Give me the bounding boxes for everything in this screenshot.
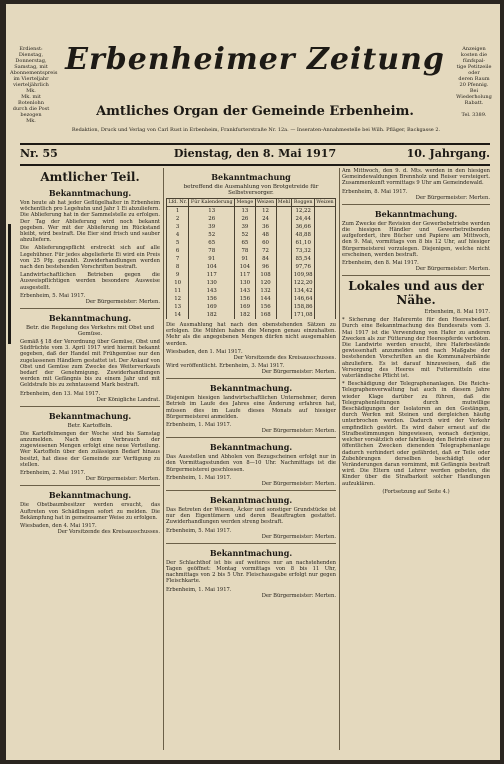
- table-cell: [314, 215, 335, 223]
- table-row: [167, 207, 336, 216]
- table-cell: 24: [255, 215, 276, 223]
- table-cell: 65: [235, 239, 255, 247]
- divider: [342, 204, 490, 205]
- divider: [166, 437, 336, 438]
- divider: [166, 378, 336, 379]
- article-text: Der Schlachthof ist bis auf weiteres nur an nachstehenden Tagen geöffnet: Montag vormittags von 8 bis 11 Uhr, nachmittags von 2 bis 5 Uhr. Fleischausgabe erfolgt nur gegen Fleischkarte.: [166, 559, 336, 585]
- section-title: Lokales und aus der Nähe.: [348, 279, 484, 308]
- table-row: [167, 271, 336, 279]
- table-cell: 134,42: [293, 288, 313, 294]
- section-title: Amtlicher Teil.: [40, 170, 140, 184]
- side-text: Abonnementspreis: [10, 70, 58, 76]
- table-cell: 36,66: [292, 223, 315, 231]
- table-cell: [314, 303, 335, 311]
- table-cell: 36: [255, 223, 276, 231]
- article-signature: Der Bürgermeister: Merten.: [85, 476, 160, 483]
- table-cell: 8: [167, 263, 189, 271]
- article-date: Erbenheim, 5. Mai 1917.: [166, 527, 232, 534]
- table-cell: 26: [235, 215, 255, 223]
- table-cell: [276, 263, 292, 271]
- article-signature: Der Bürgermeister: Merten.: [415, 266, 490, 273]
- table-subheading: betreffend die Ausmahlung von Brotgetreide für Selbstversorger.: [183, 184, 319, 196]
- side-text: bezogen: [20, 112, 42, 118]
- divider: [20, 406, 160, 407]
- article-date: Wiesbaden, den 4. Mai 1917.: [20, 522, 97, 529]
- table-cell: 182: [189, 311, 235, 319]
- divider: [166, 490, 336, 491]
- article-subheading: Betr. Kartoffeln.: [67, 422, 113, 429]
- article-heading: Bekanntmachung.: [209, 383, 293, 394]
- table-cell: 26: [189, 215, 235, 223]
- side-text: tige Petitzeile oder: [456, 64, 492, 76]
- table-cell: 91: [189, 255, 235, 263]
- table-note: Die Ausmahlung hat nach den obenstehenden Sätzen zu erfolgen. Die Mühlen haben die Mengen genau einzuhalten. Mehr als die angegebenen Mengen dürfen nicht ausgemahlen werden.: [166, 322, 336, 347]
- table-cell: 13: [167, 303, 189, 311]
- table-cell: 78: [189, 247, 235, 255]
- imprint: Redaktion, Druck und Verlag von Carl Rust in Erbenheim, Frankfurterstraße Nr. 12a. — Inseraten-Annahmestelle bei Wilh. Pfläger, Backgasse 2.: [71, 127, 441, 133]
- column-official: [20, 168, 160, 750]
- table-row: [167, 287, 336, 295]
- article-signature: Der Bürgermeister: Merten.: [415, 194, 490, 201]
- milling-table: [166, 198, 336, 319]
- table-cell: 7: [167, 255, 189, 263]
- table-cell: 169: [235, 303, 255, 311]
- table-cell: 4: [167, 231, 189, 239]
- divider: [20, 308, 160, 309]
- table-cell: 130: [189, 279, 235, 287]
- table-cell: 9: [167, 271, 189, 279]
- table-cell: 12: [255, 207, 276, 216]
- side-text: Mk.: [26, 88, 36, 94]
- table-cell: 52: [189, 231, 235, 239]
- side-text: vierteljährlich: [13, 82, 49, 88]
- article-date: Erbenheim, 8. Mai 1917.: [342, 188, 408, 195]
- side-text: kosten die fünfspal-: [460, 52, 488, 64]
- article-heading: Bekanntmachung.: [48, 188, 132, 198]
- article-text: * Beschädigung der Telegraphenanlagen. Die Reichs-Telegraphenverwaltung hat auch in diesem Jahre wieder Klage darüber zu führen, daß die Telegraphenleitungen durch mutwillige Beschädigungen der Isolatoren an den Gestängen, durch Werfen mit Steinen und dergleichen häufig unterbrochen werden. Dadurch wird der Verkehr empfindlich gestört. Es wird daher erneut auf die Strafbestimmungen hingewiesen, wonach derjenige, welcher vorsätzlich oder fahrlässig den Betrieb einer zu öffentlichen Zwecken dienenden Telegraphenanlage dadurch verhindert oder gefährdet, daß er Teile oder Zubehörungen derselben beschädigt oder Veränderungen daran vornimmt, mit Gefängnis bestraft wird. Die Eltern und Lehrer werden gebeten, die Kinder über die Strafbarkeit solcher Handlungen aufzuklären.: [342, 381, 490, 487]
- table-cell: 169: [189, 303, 235, 311]
- table-cell: [314, 271, 335, 279]
- table-cell: [314, 231, 335, 239]
- side-text: Samstag, mit: [14, 64, 48, 70]
- table-cell: 78: [235, 247, 255, 255]
- table-cell: 84: [255, 255, 276, 263]
- table-cell: 168: [255, 311, 276, 319]
- article-date: Erbenheim, 1. Mai 1917.: [166, 474, 232, 481]
- table-row: [167, 239, 336, 247]
- side-text: Erdienst:: [19, 46, 43, 52]
- table-cell: 48: [255, 231, 276, 239]
- column-divider: [163, 168, 164, 750]
- table-cell: [314, 279, 335, 287]
- table-row: [167, 311, 336, 319]
- table-cell: [276, 295, 292, 303]
- article-signature: Der Vorsitzende des Kreisausschusses.: [57, 529, 160, 536]
- table-cell: 104: [235, 263, 255, 271]
- article-date: Erbenheim, 1. Mai 1917.: [166, 586, 232, 593]
- table-header-cell: Weizen: [316, 200, 334, 205]
- article-text: Das Betreten der Wiesen, Äcker und sonstiger Grundstücke ist nur den Eigentümern und deren Beauftragten gestattet. Zuwiderhandlungen werden streng bestraft.: [166, 507, 336, 526]
- binding-strip: [8, 224, 11, 344]
- article-text: Die Kartoffelmengen der Woche sind bis Samstag anzumelden. Nach dem Verbrauch der zugewiesenen Mengen erfolgt eine neue Verteilung. Wer Kartoffeln über den zulässigen Bedarf hinaus besitzt, hat diese der Gemeinde zur Verfügung zu stellen.: [20, 430, 160, 468]
- article-signature: Der Bürgermeister: Merten.: [261, 533, 336, 540]
- table-cell: 65: [189, 239, 235, 247]
- table-cell: 97,76: [292, 263, 315, 271]
- table-row: [167, 255, 336, 263]
- divider: [20, 164, 490, 166]
- table-row: [167, 231, 336, 239]
- table-cell: 13: [235, 207, 255, 216]
- article-date: Erbenheim, den 8. Mai 1917.: [342, 260, 419, 267]
- table-cell: [314, 287, 335, 295]
- table-cell: [314, 247, 335, 255]
- side-text: Dienstag, Donnerstag,: [15, 52, 47, 64]
- table-cell: [276, 223, 292, 231]
- table-cell: 12: [167, 295, 189, 303]
- article-signature: Der Bürgermeister: Merten.: [261, 428, 336, 435]
- table-cell: 109,98: [293, 272, 313, 278]
- divider: [20, 485, 160, 486]
- table-header-cell: Weizen: [256, 200, 275, 205]
- table-cell: [276, 207, 292, 216]
- table-cell: [276, 311, 292, 319]
- table-cell: [276, 215, 292, 223]
- table-cell: [314, 207, 335, 216]
- table-cell: 39: [235, 223, 255, 231]
- table-cell: 117: [235, 271, 255, 279]
- article-text: Das Ausstellen und Abholen von Bezugscheinen erfolgt nur in den Vormittagsstunden von 8—10 Uhr. Nachmittags ist die Bürgermeisterei geschlossen.: [166, 454, 336, 473]
- divider: [342, 275, 490, 276]
- table-cell: 156: [235, 295, 255, 303]
- table-cell: 39: [189, 223, 235, 231]
- article-text: Die Obstbaumbesitzer werden ersucht, das Auftreten von Schädlingen sofort zu melden. Die Bekämpfung hat in gemeinsamer Weise zu erfolgen.: [20, 502, 160, 521]
- dateline: [20, 145, 490, 163]
- table-header-cell: Für Kalenderung: [189, 199, 235, 207]
- table-cell: 132: [255, 287, 276, 295]
- table-cell: 96: [255, 263, 276, 271]
- table-cell: 61,10: [292, 239, 315, 247]
- table-cell: [276, 255, 292, 263]
- table-cell: 104: [189, 263, 235, 271]
- article-text: * Sicherung der Haferernte für den Heeresbedarf. Durch eine Bekanntmachung des Bundesrats vom 3. Mai 1917 ist die Verwendung von Hafer zu anderen Zwecken als zur Fütterung der Heerespferde verboten. Die Landwirte werden ersucht, ihre Haferbestände gewissenhaft anzumelden und nach Maßgabe der bestehenden Vorschriften an die Kommunalverbände abzuliefern. Es ist darauf hinzuweisen, daß die Versorgung des Heeres mit Futtermitteln eine vaterländische Pflicht ist.: [342, 317, 490, 380]
- article-subheading: Betr. die Regelung des Verkehrs mit Obst und Gemüse.: [26, 325, 154, 338]
- article-date: Wiesbaden, den 1. Mai 1917.: [166, 348, 243, 355]
- table-cell: 120: [255, 279, 276, 287]
- article-signature: Der Bürgermeister: Merten.: [261, 592, 336, 599]
- article-text: Diejenigen hiesigen landwirtschaftlichen Unternehmer, deren Betrieb im Laufe des Jahres eine Änderung erfahren hat, müssen dies im Laufe dieses Monats auf hiesiger Bürgermeisterei anmelden.: [166, 395, 336, 420]
- table-cell: 171,08: [293, 312, 313, 318]
- side-text: 20 Pfennig.: [459, 82, 489, 88]
- table-cell: 130: [235, 279, 255, 287]
- article-date: Erbenheim, 2. Mai 1917.: [20, 470, 86, 477]
- issue-number: Nr. 55: [20, 147, 58, 160]
- table-header-cell: Roggen: [293, 200, 313, 205]
- table-cell: 85,54: [292, 255, 315, 263]
- article-date: Erbenheim, 5. Mai 1917.: [20, 292, 86, 299]
- section-date: Erbenheim, 8. Mai 1917.: [424, 309, 490, 316]
- table-row: [167, 303, 336, 311]
- article-signature: Der Bürgermeister: Merten.: [261, 481, 336, 488]
- table-row: [167, 279, 336, 287]
- table-cell: 108: [255, 271, 276, 279]
- table-cell: 146,64: [293, 296, 313, 302]
- table-cell: [276, 303, 292, 311]
- table-row: [167, 223, 336, 231]
- table-cell: 10: [167, 279, 189, 287]
- side-text: Tel. 3389.: [461, 112, 487, 118]
- table-cell: 73,32: [292, 247, 315, 255]
- table-cell: 156: [255, 303, 276, 311]
- table-cell: [314, 255, 335, 263]
- table-cell: 122,20: [293, 280, 313, 286]
- table-row: [167, 295, 336, 303]
- side-text: Bei Wiederholung: [456, 88, 492, 100]
- table-cell: 158,86: [293, 304, 313, 310]
- article-heading: Bekanntmachung.: [374, 208, 458, 219]
- table-cell: 2: [167, 215, 189, 223]
- volume: 10. Jahrgang.: [406, 147, 490, 160]
- article-date: Wird veröffentlicht. Erbenheim, 3. Mai 1917.: [166, 363, 285, 370]
- table-cell: [276, 279, 292, 287]
- article-text: Landwirtschaftlichen Betrieben gegen die Ausweispflichtigen werden besondere Ausweise ausgestellt.: [20, 272, 160, 291]
- article-text: Die Ablieferungspflicht erstreckt sich auf alle Legehühner. Für jedes abgelieferte Ei wird ein Preis von 25 Pfg. gezahlt. Zuwiderhandlungen werden nach den bestehenden Vorschriften bestraft.: [20, 245, 160, 271]
- column-divider: [339, 168, 340, 750]
- table-cell: [314, 239, 335, 247]
- article-heading: Bekanntmachung.: [209, 442, 293, 453]
- side-text: Anzeigen: [462, 46, 486, 52]
- table-cell: [314, 223, 335, 231]
- table-cell: 48,88: [292, 231, 315, 239]
- article-signature: Der Vorsitzende des Kreisausschusses.: [233, 355, 336, 362]
- newspaper-page: [6, 4, 500, 760]
- article-heading: Bekanntmachung.: [48, 410, 132, 421]
- table-cell: 12,22: [292, 207, 315, 216]
- table-cell: [276, 247, 292, 255]
- table-cell: [276, 271, 292, 279]
- table-cell: 3: [167, 223, 189, 231]
- issue-date: Dienstag, den 8. Mai 1917: [173, 147, 337, 160]
- table-cell: 91: [235, 255, 255, 263]
- divider: [166, 543, 336, 544]
- table-cell: 143: [189, 287, 235, 295]
- table-cell: 24,44: [292, 215, 315, 223]
- side-text: Mk.: [26, 118, 36, 124]
- table-cell: 144: [255, 295, 276, 303]
- article-signature: Der Königliche Landrat.: [96, 396, 160, 403]
- table-cell: 143: [235, 287, 255, 295]
- table-row: [167, 263, 336, 271]
- side-text: Mk. mit Botenlohn: [18, 94, 44, 106]
- column-local: [342, 168, 490, 750]
- table-cell: 5: [167, 239, 189, 247]
- table-cell: [276, 231, 292, 239]
- table-cell: 13: [189, 207, 235, 216]
- article-heading: Bekanntmachung.: [209, 547, 293, 558]
- table-row: [167, 215, 336, 223]
- article-signature: Der Bürgermeister: Merten.: [261, 369, 336, 376]
- table-cell: [276, 239, 292, 247]
- article-heading: Bekanntmachung.: [209, 495, 293, 506]
- side-text: Rabatt.: [464, 100, 484, 106]
- subscription-box: [10, 46, 58, 124]
- table-cell: 182: [235, 311, 255, 319]
- table-header-cell: Mehl: [277, 200, 291, 205]
- table-cell: 1: [167, 207, 189, 216]
- table-cell: 156: [189, 295, 235, 303]
- table-cell: 11: [167, 287, 189, 295]
- table-cell: 117: [189, 271, 235, 279]
- table-header-cell: Lfd. Nr.: [168, 200, 187, 205]
- article-signature: Der Bürgermeister: Merten.: [85, 299, 160, 306]
- article-text: Zum Zwecke der Revision der Gewerbebetriebe werden die hiesigen Händler und Gewerbetreibenden aufgefordert, ihre Bücher und Papiere am Mittwoch, den 9. Mai, vormittags von 8 bis 12 Uhr, auf hiesiger Bürgermeisterei vorzulegen. Diejenigen, welche nicht erscheinen, werden bestraft.: [342, 220, 490, 258]
- table-cell: 14: [167, 311, 189, 319]
- table-header-cell: Menge: [236, 200, 254, 205]
- table-cell: 6: [167, 247, 189, 255]
- continuation-note: (Fortsetzung auf Seite 4.): [382, 488, 450, 495]
- article-date: Erbenheim, 1. Mai 1917.: [166, 422, 232, 429]
- table-cell: [314, 295, 335, 303]
- side-text: durch die Post: [12, 106, 50, 112]
- table-cell: 72: [255, 247, 276, 255]
- table-heading: Bekanntmachung: [211, 172, 291, 182]
- table-cell: [314, 311, 335, 319]
- table-cell: [276, 287, 292, 295]
- side-text: deren Raum: [458, 76, 490, 82]
- article-heading: Bekanntmachung.: [48, 490, 132, 501]
- article-text: Am Mittwoch, den 9. d. Mts. werden in den hiesigen Gemeindewaldungen Brennholz und Reiser versteigert. Zusammenkunft vormittags 9 Uhr am Gemeindewald.: [342, 168, 490, 187]
- article-date: Erbenheim, den 13. Mai 1917.: [20, 390, 101, 397]
- column-notices: [166, 168, 336, 750]
- advertising-box: [452, 46, 496, 118]
- table-cell: [314, 263, 335, 271]
- masthead: Erbenheimer Zeitung: [65, 42, 445, 77]
- table-row: [167, 247, 336, 255]
- subtitle: Amtliches Organ der Gemeinde Erbenheim.: [96, 104, 414, 119]
- table-cell: 60: [255, 239, 276, 247]
- article-text: Von heute ab hat jeder Geflügelhalter in Erbenheim wöchentlich pro Legehuhn und Jahr 1 Ei abzuliefern. Die Ablieferung hat in der Sammelstelle zu erfolgen. Der Tag der Ablieferung wird noch bekannt gegeben. Wer mit der Ablieferung im Rückstand bleibt, wird bestraft. Die Eier sind frisch und sauber abzuliefern.: [20, 200, 160, 244]
- side-text: im Vierteljahr: [13, 76, 49, 82]
- article-heading: Bekanntmachung.: [48, 313, 132, 324]
- table-cell: 52: [235, 231, 255, 239]
- article-text: Gemäß § 18 der Verordnung über Gemüse, Obst und Südfrüchte vom 3. April 1917 wird hiermit bekannt gegeben, daß der Handel mit Frühgemüse nur den zugelassenen Händlern gestattet ist. Der Ankauf von Obst und Gemüse zum Zwecke des Weiterverkaufs bedarf der Genehmigung. Zuwiderhandlungen werden mit Gefängnis bis zu einem Jahr und mit Geldstrafe bis zu zehntausend Mark bestraft.: [20, 339, 160, 389]
